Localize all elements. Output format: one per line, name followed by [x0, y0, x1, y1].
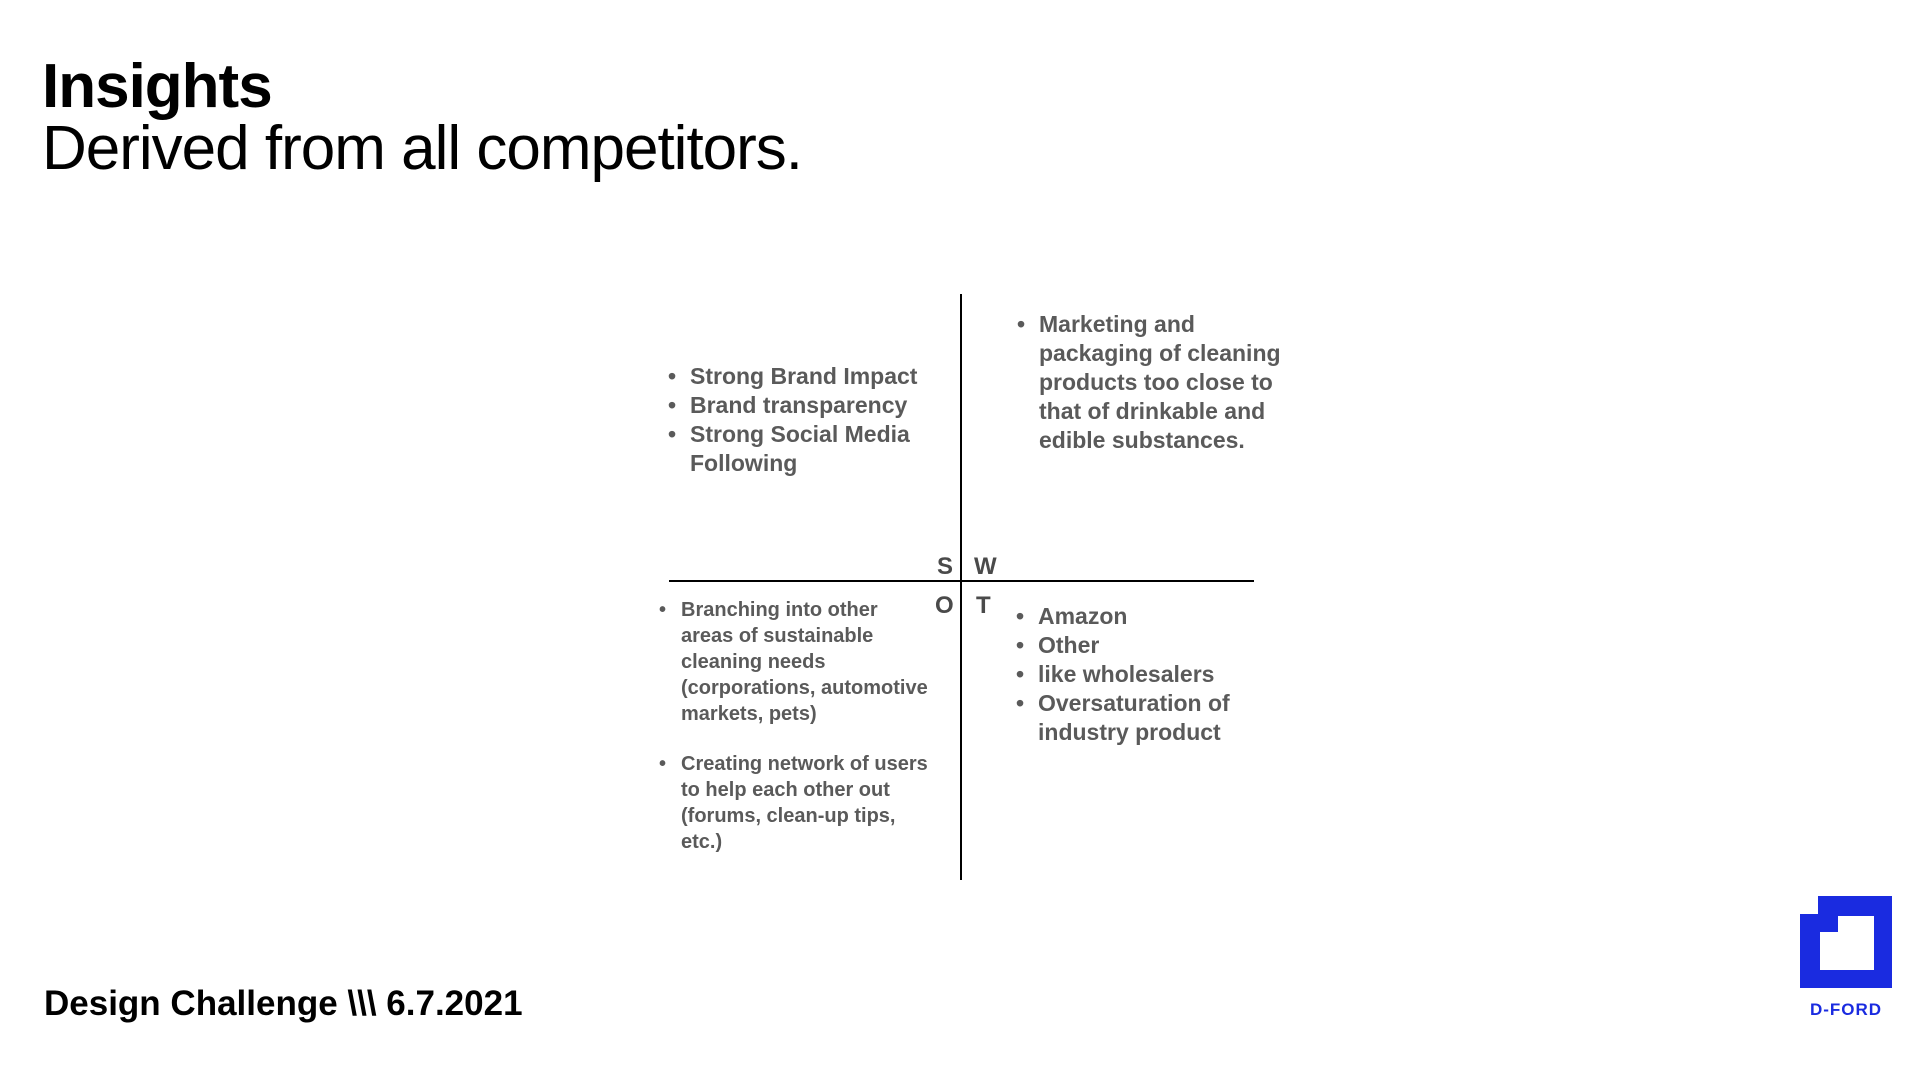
opportunities-list [655, 597, 935, 879]
swot-label-s: S [937, 553, 954, 580]
weaknesses-list [1013, 310, 1293, 455]
page-subtitle: Derived from all competitors. [42, 114, 803, 183]
swot-label-t: T [976, 592, 991, 619]
list-item: • Oversaturation of industry product [1012, 689, 1292, 747]
page-title: Insights [42, 52, 272, 121]
swot-horizontal-axis [669, 580, 1254, 582]
list-item: • Branching into other areas of sustainable cleaning needs (corporations, automotive markets, pets) [655, 597, 935, 727]
logo-wordmark: D-FORD [1809, 1000, 1883, 1019]
list-item: • Marketing and packaging of cleaning products too close to that of drinkable and edible substances. [1013, 310, 1293, 455]
footer-text: Design Challenge \\\ 6.7.2021 [44, 984, 523, 1023]
swot-label-o: O [935, 592, 954, 619]
list-item: • Strong Brand Impact [664, 362, 944, 391]
list-item: • Creating network of users to help each other out (forums, clean-up tips, etc.) [655, 751, 935, 855]
swot-label-w: W [974, 553, 997, 580]
list-item: • Brand transparency [664, 391, 944, 420]
threats-list [1012, 602, 1292, 747]
list-item: • Other [1012, 631, 1292, 660]
list-item: • Amazon [1012, 602, 1292, 631]
list-item: • Strong Social Media Following [664, 420, 944, 478]
strengths-list [664, 362, 944, 478]
dford-logo-icon [1800, 896, 1892, 988]
list-item: • like wholesalers [1012, 660, 1292, 689]
swot-vertical-axis [960, 294, 962, 880]
